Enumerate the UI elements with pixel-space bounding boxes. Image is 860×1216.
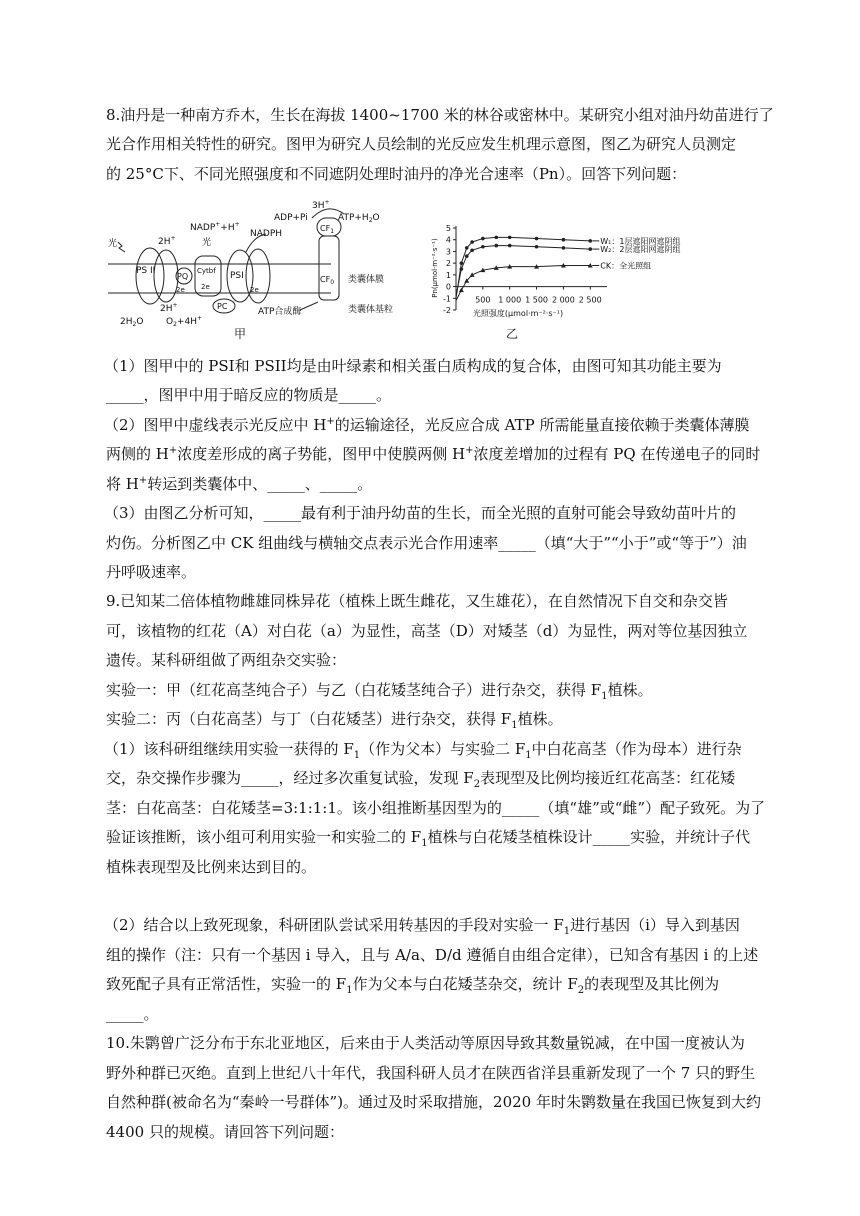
y-tick-label: 0	[445, 282, 451, 292]
q9-sub2-line-3: 致死配子具有正常活性，实验一的 $F_1$作为父本与白花矮茎杂交，统计 $F_2$的表现型及其比例为	[106, 975, 720, 996]
o2-label: $O_2+4H^+$	[166, 315, 202, 328]
q10-line-3: 自然种群(被命名为“秦岭一号群体”)。通过及时采取措施，2020 年时朱鹮数量在我国已恢复到大约	[106, 1093, 761, 1111]
q8-sub2-line-1: （2）图甲中虚线表示光反应中 H+的运输途径，光反应合成 ATP 所需能量直接依赖于类囊体薄膜	[104, 416, 750, 434]
q8-sub3-line-1: （3）由图乙分析可知，_____最有利于油丹幼苗的生长，而全光照的直射可能会导致幼苗叶片的	[104, 504, 737, 522]
x-tick-label: 1 000	[498, 295, 522, 305]
light-zigzag-1	[118, 242, 125, 252]
q9-experiment-2: 实验二：丙（白花高茎）与丁（白花矮茎）进行杂交，获得 $F_1$植株。	[106, 710, 563, 731]
q9-sub2-line-1: （2）结合以上致死现象，科研团队尝试采用转基因的手段对实验一 $F_1$进行基因（i）导入到基因	[104, 916, 740, 937]
x-tick-label: 500	[475, 295, 491, 305]
stroma-label: 类囊体基粒	[348, 305, 394, 315]
cf1-label: $CF_1$	[320, 224, 335, 235]
water-label: $2H_2O$	[120, 317, 144, 328]
series-point	[535, 237, 539, 241]
x-tick-label: 1 500	[525, 295, 549, 305]
q9-sub2-line-4: _____。	[106, 1005, 159, 1023]
figure-yi-caption: 乙	[505, 327, 519, 341]
psii-label: PS II	[136, 266, 156, 276]
q8-sub3-line-3: 丹呼吸速率。	[106, 563, 197, 581]
figure-yi-chart	[431, 224, 680, 341]
q9-sub1-line-3: 茎：白花高茎：白花矮茎=3:1:1:1。该小组推断基因型为的_____（填“雄”或“雌”）配子致死。为了	[106, 799, 766, 817]
figure-jia-caption: 甲	[234, 327, 247, 341]
q8-sub2-line-3: 将 H+转运到类囊体中、_____、_____。	[106, 475, 373, 493]
q9-sub1-line-4: 验证该推断，该小组可利用实验一和实验二的 $F_1$植株与白花矮茎植株设计_____实验，并统计子代	[106, 828, 751, 849]
chart-series	[456, 236, 599, 301]
y-tick-label: -1	[443, 294, 451, 304]
q9-line-1: 9.已知某二倍体植物雌雄同株异花（植株上既生雌花，又生雄花），在自然情况下自交和杂交皆	[106, 592, 728, 610]
legend-entry: W₁：1层遮阳网遮阴组	[600, 236, 681, 246]
q10-line-4: 4400 只的规模。请回答下列问题：	[106, 1123, 344, 1141]
q8-sub1-line-1: （1）图甲中的 PSI和 PSII均是由叶绿素和相关蛋白质构成的复合体，由图可知其功能主要为	[104, 357, 722, 375]
series-point	[588, 247, 592, 251]
legend-entry: W₂：2层遮阳网遮阴组	[600, 245, 681, 255]
atp-label: $ATP+H_2O$	[338, 213, 380, 224]
series-point	[465, 246, 469, 250]
series-point	[459, 288, 464, 293]
atp-synthase-pointer	[300, 302, 318, 310]
figure-jia	[108, 199, 393, 341]
q10-line-1: 10.朱鹮曾广泛分布于东北亚地区，后来由于人类活动等原因导致其数量锐减，在中国一度被认为	[106, 1034, 745, 1052]
series-point	[535, 245, 539, 249]
q9-line-3: 遗传。某科研组做了两组杂交实验：	[106, 651, 347, 669]
series-point	[465, 254, 469, 258]
psi-label: PSI	[230, 271, 244, 281]
light-label-2: 光	[202, 238, 212, 248]
figure-area	[106, 198, 681, 348]
q9-line-2: 可，该植物的红花（A）对白花（a）为显性，高茎（D）对矮茎（d）为显性，两对等位基因独立	[106, 622, 748, 640]
y-tick-label: 1	[445, 270, 451, 280]
cf0-label: $CF_0$	[320, 275, 335, 286]
chart-legend	[600, 236, 680, 271]
y-tick-label: 2	[445, 259, 451, 269]
q8-line-2: 光合作用相关特性的研究。图甲为研究人员绘制的光反应发生机理示意图，图乙为研究人员测定	[106, 135, 737, 153]
q8-sub3-line-2: 灼伤。分析图乙中 CK 组曲线与横轴交点表示光合作用速率_____（填“大于”“小于”或“等于”）油	[106, 534, 747, 552]
psii-shape	[136, 248, 164, 304]
q8-sub2-line-2: 两侧的 H+浓度差形成的离子势能，图甲中使膜两侧 H+浓度差增加的过程有 PQ 在传递电子的同时	[106, 445, 761, 463]
y-tick-label: 3	[445, 247, 451, 257]
q9-sub1-line-2: 交，杂交操作步骤为_____，经过多次重复试验，发现 $F_2$表现型及比例均接近红花高茎：红花矮	[106, 769, 736, 790]
series-point	[460, 267, 464, 271]
series-point	[481, 237, 485, 241]
series-point	[460, 261, 464, 265]
q9-sub1-line-5: 植株表现型及比例来达到目的。	[106, 858, 317, 876]
x-tick-label: 2 500	[578, 295, 602, 305]
atp-synthase-label: ATP合成酶	[258, 307, 302, 317]
series-point	[470, 240, 474, 244]
nadp-label: NADP++H+	[190, 221, 240, 233]
series-line	[456, 246, 590, 296]
series-point	[588, 239, 592, 243]
q8-sub1-line-2: _____，图甲中用于暗反应的物质是_____。	[106, 386, 392, 404]
series-point	[508, 244, 512, 248]
pq-label: PQ	[177, 272, 189, 281]
q9-sub1-line-1: （1）该科研组继续用实验一获得的 $F_1$（作为父本）与实验二 $F_1$中白花高茎（作为母本）进行杂	[104, 740, 742, 761]
legend-entry: CK：全光照组	[600, 261, 652, 271]
cytbf-label: Cytbf	[197, 267, 216, 275]
series-point	[494, 236, 498, 240]
light-label-1: 光	[108, 239, 118, 249]
series-point	[562, 246, 566, 250]
nadph-label: NADPH	[250, 229, 283, 239]
series-point	[494, 244, 498, 248]
h2-top-label: 2H+	[158, 235, 176, 247]
q10-line-2: 野外种群已灭绝。直到上世纪八十年代，我国科研人员才在陕西省洋县重新发现了一个 7 只的野生	[106, 1064, 756, 1082]
e-label-1: 2e	[176, 286, 185, 294]
y-tick-label: -2	[443, 306, 451, 315]
psi-shape-2	[246, 249, 270, 303]
h3-label: 3H+	[312, 199, 330, 211]
y-axis-label: Pn(μmol·m⁻²·s⁻¹)	[431, 238, 439, 298]
q9-experiment-1: 实验一：甲（红花高茎纯合子）与乙（白花矮茎纯合子）进行杂交，获得 $F_1$植株。	[106, 681, 653, 702]
series-point	[562, 238, 566, 242]
pc-label: PC	[217, 302, 228, 311]
psii-shape-2	[154, 250, 178, 302]
cf0-shape	[319, 236, 339, 300]
q8-line-3: 的 25°C下、不同光照强度和不同遮阴处理时油丹的净光合速率（Pn）。回答下列问题：	[106, 165, 687, 183]
membrane-label: 类囊体膜	[348, 275, 385, 285]
y-tick-label: 5	[445, 224, 451, 233]
q8-line-1: 8.油丹是一种南方乔木，生长在海拔 1400~1700 米的林谷或密林中。某研究小组对油丹幼苗进行了	[106, 106, 774, 124]
series-point	[481, 245, 485, 249]
h2-bottom-label: 2H+	[160, 302, 178, 314]
series-point	[470, 248, 474, 252]
series-point	[508, 236, 512, 240]
x-axis-label: 光照强度(μmol·m⁻²·s⁻¹)	[472, 309, 564, 318]
adp-label: ADP+Pi	[274, 213, 308, 223]
y-tick-label: 4	[445, 235, 451, 245]
e-label-2: 2e	[201, 283, 210, 291]
q9-sub2-line-2: 组的操作（注：只有一个基因 i 导入，且与 A/a、D/d 遵循自由组合定律），已知含有基因 i 的上述	[106, 946, 759, 964]
e-label-3: 2e	[250, 286, 259, 294]
x-tick-label: 2 000	[551, 295, 575, 305]
